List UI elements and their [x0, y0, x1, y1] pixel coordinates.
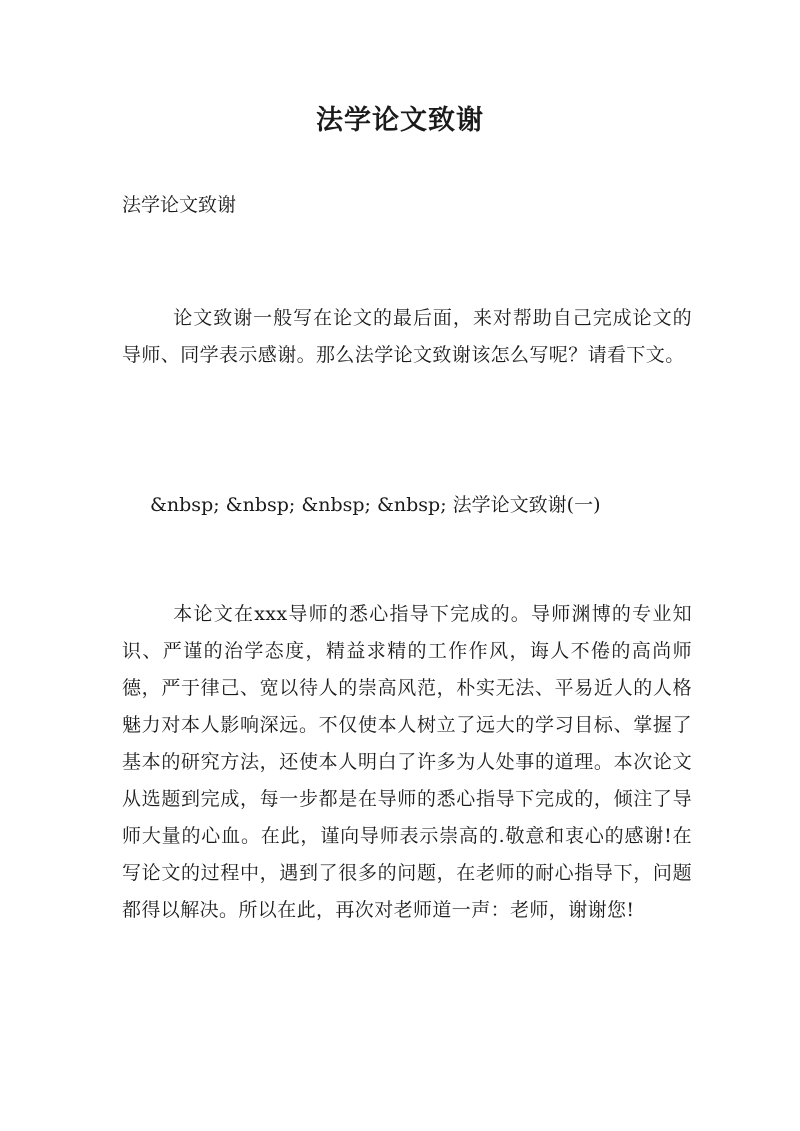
document-subtitle: 法学论文致谢	[122, 194, 237, 216]
section-heading: &nbsp; &nbsp; &nbsp; &nbsp; 法学论文致谢(一)	[150, 494, 601, 516]
intro-paragraph: 论文致谢一般写在论文的最后面，来对帮助自己完成论文的导师、同学表示感谢。那么法学论文致谢该怎么写呢？请看下文。	[122, 307, 692, 366]
document-title: 法学论文致谢	[316, 105, 484, 136]
body-paragraph: 本论文在xxx导师的悉心指导下完成的。导师渊博的专业知识、严谨的治学态度，精益求精的工作作风，诲人不倦的高尚师德，严于律己、宽以待人的崇高风范，朴实无法、平易近人的人格魅力对本人影响深远。不仅使本人树立了远大的学习目标、掌握了基本的研究方法，还使本人明白了许多为人处事的道理。本次论文从选题到完成，每一步都是在导师的悉心指导下完成的，倾注了导师大量的心血。在此，谨向导师表示崇高的.敬意和衷心的感谢!在写论文的过程中，遇到了很多的问题，在老师的耐心指导下，问题都得以解决。所以在此，再次对老师道一声：老师，谢谢您!	[122, 603, 692, 921]
